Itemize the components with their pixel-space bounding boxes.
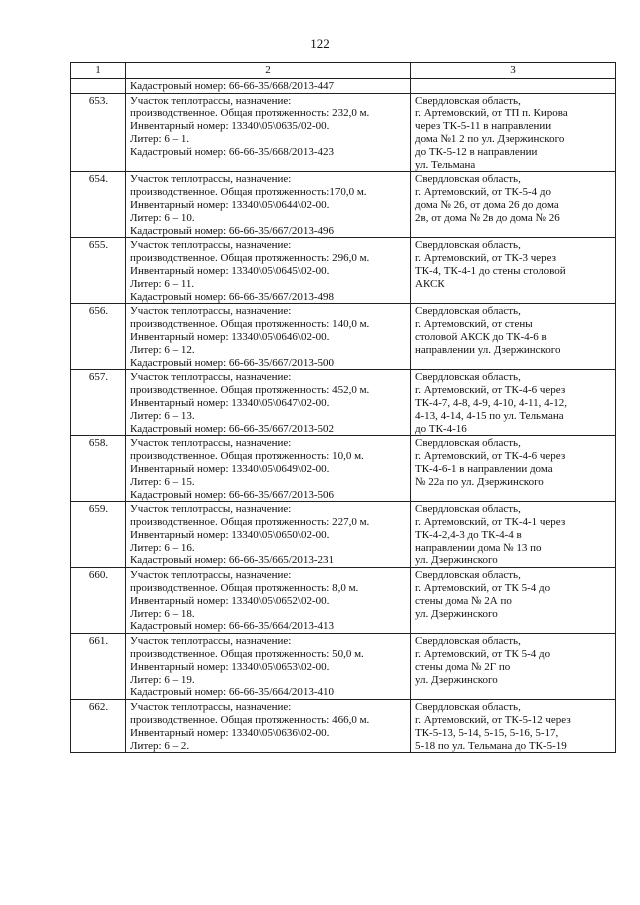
row-number: 654. [71, 172, 126, 238]
description-line: производственное. Общая протяженность: 466,0 м. [130, 714, 370, 727]
address-line: ул. Дзержинского [415, 673, 498, 686]
row-number: 658. [71, 436, 126, 502]
address-line: стены дома № 2А по [415, 594, 512, 607]
address-line: дома №1 2 по ул. Дзержинского [415, 132, 565, 145]
description-line: производственное. Общая протяженность: 227,0 м. [130, 516, 370, 529]
description-line: Участок теплотрассы, назначение: [130, 437, 292, 450]
description-line: Кадастровый номер: 66-66-35/667/2013-498 [130, 290, 335, 303]
address-line: до ТК-5-12 в направлении [415, 145, 538, 158]
table-header-row [71, 63, 616, 79]
continuation-row [71, 78, 616, 93]
address-line: ул. Тельмана [415, 158, 476, 171]
table-row [71, 238, 616, 304]
description-line: Кадастровый номер: 66-66-35/668/2013-423 [130, 145, 335, 158]
address-line: 4-13, 4-14, 4-15 по ул. Тельмана [415, 409, 564, 422]
address-cell [411, 502, 616, 568]
description-line: производственное. Общая протяженность:170,0 м. [130, 186, 367, 199]
description-line: Литер: 6 – 12. [130, 343, 195, 356]
table-row [71, 370, 616, 436]
address-cell [411, 172, 616, 238]
description-line: Кадастровый номер: 66-66-35/665/2013-231 [130, 554, 335, 567]
column-header-1: 1 [71, 63, 126, 79]
table-row [71, 568, 616, 634]
address-line: ТК-4, ТК-4-1 до стены столовой [415, 264, 566, 277]
description-line: производственное. Общая протяженность: 8,0 м. [130, 582, 359, 595]
description-line: Участок теплотрассы, назначение: [130, 305, 292, 318]
object-description-cell [126, 304, 411, 370]
description-line: Литер: 6 – 13. [130, 409, 195, 422]
address-line: дома № 26, от дома 26 до дома [415, 198, 559, 211]
address-line: г. Артемовский, от ТК-3 через [415, 252, 557, 265]
table-row [71, 172, 616, 238]
table-row [71, 700, 616, 753]
address-cell [411, 568, 616, 634]
description-line: Литер: 6 – 10. [130, 211, 195, 224]
description-line: Участок теплотрассы, назначение: [130, 371, 292, 384]
object-description-cell [126, 93, 411, 172]
address-line: г. Артемовский, от ТК 5-4 до [415, 582, 551, 595]
description-line: Инвентарный номер: 13340\05\0646\02-00. [130, 330, 330, 343]
address-line: Свердловская область, [415, 635, 521, 648]
object-description-cell [126, 172, 411, 238]
description-line: Инвентарный номер: 13340\05\0636\02-00. [130, 726, 330, 739]
table-body [71, 78, 616, 753]
description-line: Инвентарный номер: 13340\05\0653\02-00. [130, 660, 330, 673]
description-line: Литер: 6 – 11. [130, 277, 195, 290]
address-line: г. Артемовский, от ТК-5-4 до [415, 186, 551, 199]
address-line: г. Артемовский, от ТП п. Кирова [415, 107, 568, 120]
description-line: Кадастровый номер: 66-66-35/667/2013-496 [130, 224, 335, 237]
object-description-cell [126, 568, 411, 634]
row-number: 661. [71, 634, 126, 700]
column-header-2: 2 [126, 63, 411, 79]
object-description-cell [126, 502, 411, 568]
address-line: ТК-4-7, 4-8, 4-9, 4-10, 4-11, 4-12, [415, 396, 568, 409]
address-line: г. Артемовский, от ТК-4-6 через [415, 450, 566, 463]
description-line: Литер: 6 – 16. [130, 541, 195, 554]
description-line: Инвентарный номер: 13340\05\0652\02-00. [130, 594, 330, 607]
continuation-num-cell [71, 78, 126, 93]
address-cell [411, 93, 616, 172]
description-line: Литер: 6 – 19. [130, 673, 195, 686]
description-line: производственное. Общая протяженность: 232,0 м. [130, 107, 370, 120]
description-line: Инвентарный номер: 13340\05\0649\02-00. [130, 462, 330, 475]
address-line: Свердловская область, [415, 94, 521, 107]
address-line: Свердловская область, [415, 437, 521, 450]
continuation-desc-cell [126, 78, 411, 93]
description-line: Кадастровый номер: 66-66-35/664/2013-413 [130, 620, 335, 633]
address-line: № 22а по ул. Дзержинского [415, 475, 544, 488]
object-description-cell [126, 700, 411, 753]
table-row [71, 436, 616, 502]
description-line: Инвентарный номер: 13340\05\0644\02-00. [130, 198, 330, 211]
address-line: г. Артемовский, от стены [415, 318, 533, 331]
address-cell [411, 634, 616, 700]
address-line: направлении ул. Дзержинского [415, 343, 561, 356]
description-line: Кадастровый номер: 66-66-35/664/2013-410 [130, 686, 335, 699]
description-line: производственное. Общая протяженность: 140,0 м. [130, 318, 370, 331]
description-line: производственное. Общая протяженность: 296,0 м. [130, 252, 370, 265]
address-cell [411, 370, 616, 436]
address-line: Свердловская область, [415, 503, 521, 516]
description-line: Литер: 6 – 18. [130, 607, 195, 620]
row-number: 660. [71, 568, 126, 634]
address-line: 2в, от дома № 2в до дома № 26 [415, 211, 560, 224]
row-number: 655. [71, 238, 126, 304]
description-line: Участок теплотрассы, назначение: [130, 173, 292, 186]
cadastral-number: Кадастровый номер: 66-66-35/668/2013-447 [130, 79, 335, 92]
row-number: 662. [71, 700, 126, 753]
description-line: производственное. Общая протяженность: 50,0 м. [130, 648, 364, 661]
address-line: 5-18 по ул. Тельмана до ТК-5-19 [415, 739, 567, 752]
property-register-table [70, 62, 616, 753]
row-number: 653. [71, 93, 126, 172]
object-description-cell [126, 634, 411, 700]
description-line: Участок теплотрассы, назначение: [130, 503, 292, 516]
address-line: Свердловская область, [415, 239, 521, 252]
description-line: Литер: 6 – 15. [130, 475, 195, 488]
address-line: Свердловская область, [415, 569, 521, 582]
address-line: Свердловская область, [415, 701, 521, 714]
address-line: ТК-4-2,4-3 до ТК-4-4 в [415, 528, 522, 541]
address-line: через ТК-5-11 в направлении [415, 120, 552, 133]
address-line: ТК-4-6-1 в направлении дома [415, 462, 553, 475]
object-description-cell [126, 238, 411, 304]
description-line: производственное. Общая протяженность: 452,0 м. [130, 384, 370, 397]
address-line: до ТК-4-16 [415, 422, 467, 435]
description-line: Инвентарный номер: 13340\05\0635/02-00. [130, 120, 330, 133]
description-line: Кадастровый номер: 66-66-35/667/2013-502 [130, 422, 335, 435]
description-line: Инвентарный номер: 13340\05\0650\02-00. [130, 528, 330, 541]
description-line: Инвентарный номер: 13340\05\0645\02-00. [130, 264, 330, 277]
table-row [71, 634, 616, 700]
description-line: Участок теплотрассы, назначение: [130, 635, 292, 648]
address-line: г. Артемовский, от ТК-4-6 через [415, 384, 566, 397]
address-line: ТК-5-13, 5-14, 5-15, 5-16, 5-17, [415, 726, 559, 739]
continuation-addr-cell [411, 78, 616, 93]
address-line: г. Артемовский, от ТК 5-4 до [415, 648, 551, 661]
description-line: Кадастровый номер: 66-66-35/667/2013-500 [130, 356, 335, 369]
description-line: Литер: 6 – 2. [130, 739, 190, 752]
description-line: производственное. Общая протяженность: 10,0 м. [130, 450, 364, 463]
address-line: стены дома № 2Г по [415, 660, 511, 673]
description-line: Участок теплотрассы, назначение: [130, 569, 292, 582]
address-cell [411, 700, 616, 753]
address-line: столовой АКСК до ТК-4-6 в [415, 330, 547, 343]
column-header-3: 3 [411, 63, 616, 79]
address-cell [411, 238, 616, 304]
address-line: Свердловская область, [415, 173, 521, 186]
description-line: Литер: 6 – 1. [130, 132, 190, 145]
address-line: ул. Дзержинского [415, 607, 498, 620]
description-line: Инвентарный номер: 13340\05\0647\02-00. [130, 396, 330, 409]
table-row [71, 502, 616, 568]
page-number: 122 [310, 36, 330, 51]
description-line: Кадастровый номер: 66-66-35/667/2013-506 [130, 488, 335, 501]
description-line: Участок теплотрассы, назначение: [130, 701, 292, 714]
row-number: 659. [71, 502, 126, 568]
table-row [71, 304, 616, 370]
description-line: Участок теплотрассы, назначение: [130, 94, 292, 107]
address-line: направлении дома № 13 по [415, 541, 542, 554]
object-description-cell [126, 370, 411, 436]
address-line: Свердловская область, [415, 371, 521, 384]
address-line: Свердловская область, [415, 305, 521, 318]
row-number: 656. [71, 304, 126, 370]
address-cell [411, 436, 616, 502]
object-description-cell [126, 436, 411, 502]
address-line: г. Артемовский, от ТК-4-1 через [415, 516, 566, 529]
table-row [71, 93, 616, 172]
address-line: ул. Дзержинского [415, 554, 498, 567]
description-line: Участок теплотрассы, назначение: [130, 239, 292, 252]
address-line: г. Артемовский, от ТК-5-12 через [415, 714, 571, 727]
address-cell [411, 304, 616, 370]
address-line: АКСК [415, 277, 445, 290]
row-number: 657. [71, 370, 126, 436]
